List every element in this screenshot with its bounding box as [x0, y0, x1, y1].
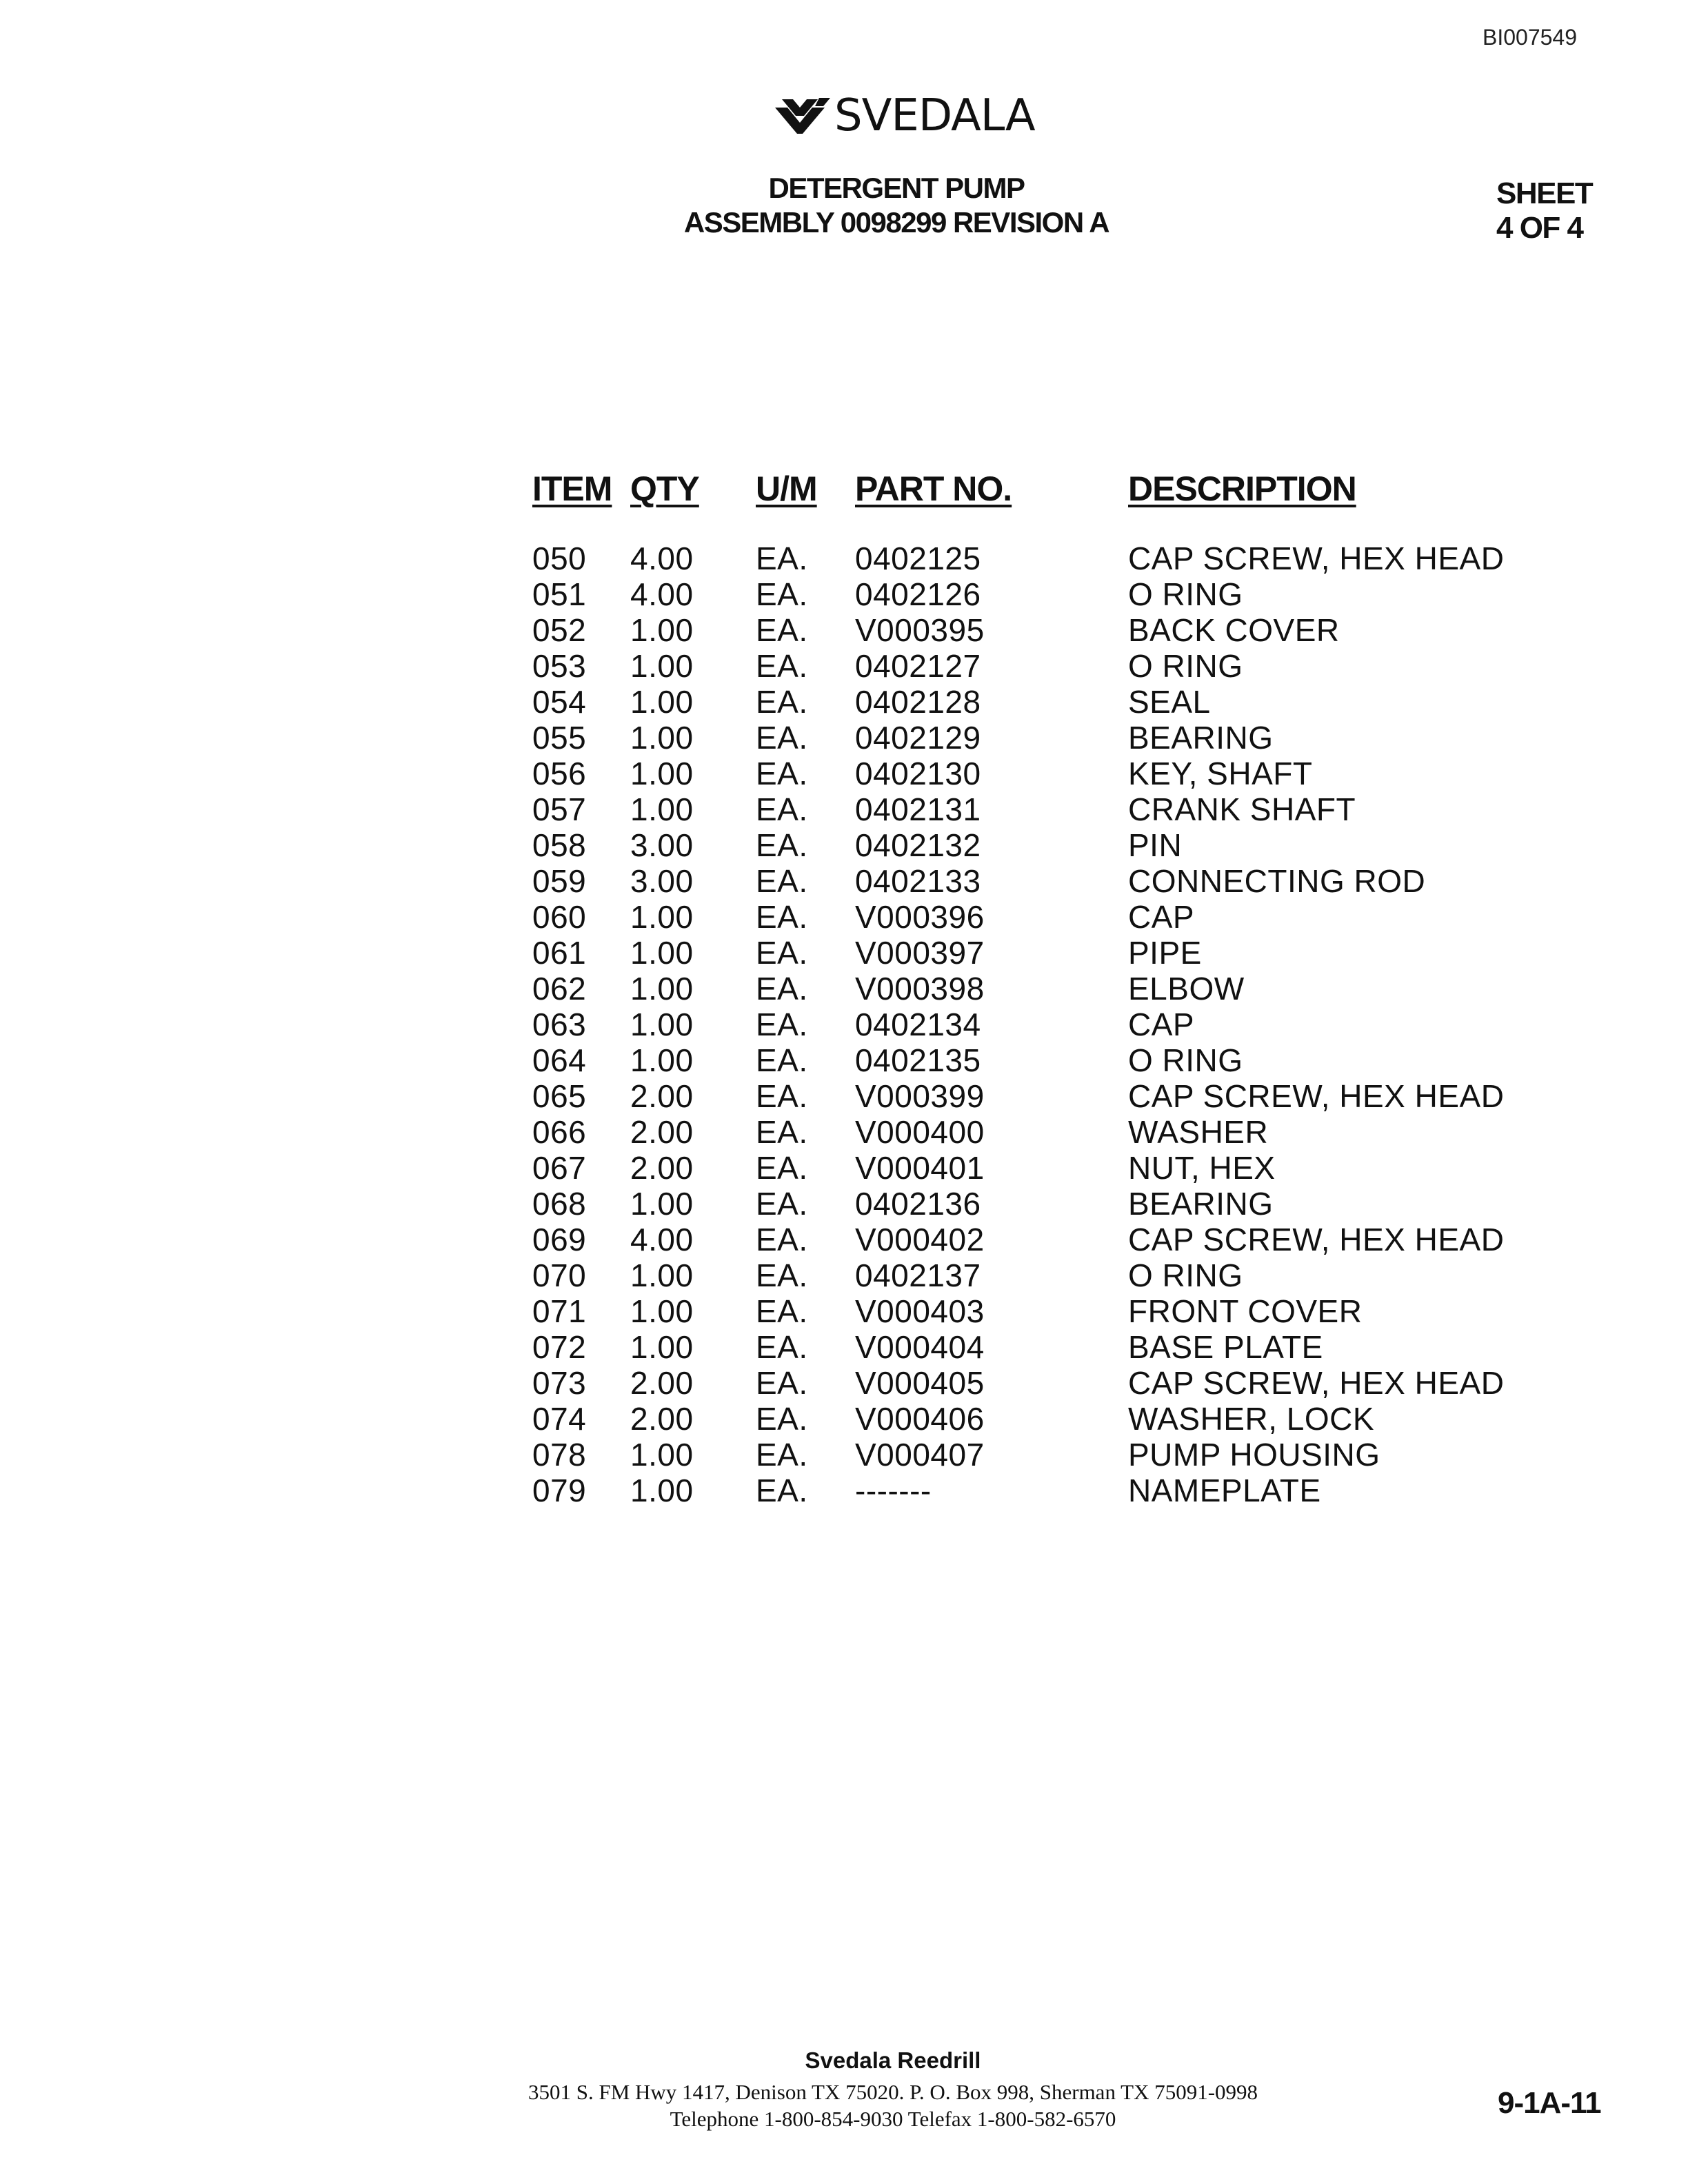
cell-part-no: 0402129	[855, 720, 981, 756]
cell-part-no: 0402125	[855, 540, 981, 576]
cell-part-no: 0402136	[855, 1186, 981, 1222]
cell-item: 054	[532, 684, 587, 720]
cell-description: O RING	[1128, 576, 1243, 612]
title-line-2: ASSEMBLY 0098299 REVISION A	[683, 206, 1109, 239]
cell-description: WASHER, LOCK	[1128, 1401, 1375, 1437]
cell-description: PIPE	[1128, 935, 1202, 971]
cell-qty: 2.00	[630, 1114, 694, 1150]
cell-item: 050	[532, 540, 587, 576]
table-row	[532, 1473, 1504, 1508]
cell-description: PIN	[1128, 827, 1183, 863]
cell-item: 065	[532, 1078, 587, 1114]
cell-item: 067	[532, 1150, 587, 1186]
table-row	[532, 612, 1504, 648]
document-title	[621, 171, 1172, 240]
cell-item: 055	[532, 720, 587, 756]
cell-qty: 1.00	[630, 1437, 694, 1473]
header-part-no: PART NO.	[855, 469, 1012, 508]
cell-qty: 2.00	[630, 1150, 694, 1186]
cell-um: EA.	[756, 612, 808, 648]
cell-um: EA.	[756, 1365, 808, 1401]
logo-wordmark: SVEDALA	[834, 90, 1035, 141]
table-row	[532, 576, 1504, 612]
cell-um: EA.	[756, 576, 808, 612]
footer-address: 3501 S. FM Hwy 1417, Denison TX 75020. P. O. Box 998, Sherman TX 75091-0998	[528, 2080, 1258, 2104]
table-row	[532, 899, 1504, 935]
cell-part-no: 0402128	[855, 684, 981, 720]
cell-part-no: V000405	[855, 1365, 985, 1401]
cell-item: 059	[532, 863, 587, 899]
cell-qty: 1.00	[630, 791, 694, 827]
table-row	[532, 1222, 1504, 1257]
cell-part-no: 0402130	[855, 756, 981, 791]
cell-um: EA.	[756, 863, 808, 899]
cell-um: EA.	[756, 1257, 808, 1293]
cell-item: 073	[532, 1365, 587, 1401]
cell-description: BEARING	[1128, 720, 1274, 756]
cell-description: CRANK SHAFT	[1128, 791, 1356, 827]
table-row	[532, 1329, 1504, 1365]
cell-part-no: V000401	[855, 1150, 985, 1186]
cell-item: 068	[532, 1186, 587, 1222]
table-row	[532, 1042, 1504, 1078]
cell-description: ELBOW	[1128, 971, 1245, 1007]
cell-um: EA.	[756, 1329, 808, 1365]
cell-qty: 1.00	[630, 720, 694, 756]
svedala-chevron-logo-icon	[772, 95, 832, 136]
cell-item: 057	[532, 791, 587, 827]
table-row	[532, 1078, 1504, 1114]
header-qty: QTY	[630, 469, 699, 508]
cell-part-no: 0402126	[855, 576, 981, 612]
cell-description: FRONT COVER	[1128, 1293, 1363, 1329]
table-row	[532, 684, 1504, 720]
cell-um: EA.	[756, 1150, 808, 1186]
cell-qty: 1.00	[630, 971, 694, 1007]
cell-um: EA.	[756, 1042, 808, 1078]
cell-item: 071	[532, 1293, 587, 1329]
header-item: ITEM	[532, 469, 612, 508]
cell-um: EA.	[756, 720, 808, 756]
table-row	[532, 1150, 1504, 1186]
cell-qty: 1.00	[630, 648, 694, 684]
cell-description: BACK COVER	[1128, 612, 1340, 648]
title-line-1: DETERGENT PUMP	[768, 172, 1025, 204]
table-row	[532, 720, 1504, 756]
cell-description: CAP	[1128, 899, 1195, 935]
cell-item: 051	[532, 576, 587, 612]
cell-part-no: V000404	[855, 1329, 985, 1365]
cell-part-no: V000406	[855, 1401, 985, 1437]
cell-description: SEAL	[1128, 684, 1211, 720]
cell-qty: 4.00	[630, 576, 694, 612]
cell-um: EA.	[756, 827, 808, 863]
cell-qty: 4.00	[630, 1222, 694, 1257]
cell-qty: 1.00	[630, 1329, 694, 1365]
cell-description: CAP	[1128, 1007, 1195, 1042]
table-row	[532, 935, 1504, 971]
cell-item: 064	[532, 1042, 587, 1078]
cell-item: 061	[532, 935, 587, 971]
cell-part-no: 0402134	[855, 1007, 981, 1042]
table-row	[532, 1293, 1504, 1329]
cell-part-no: 0402137	[855, 1257, 981, 1293]
table-body	[532, 540, 1504, 1508]
table-row	[532, 1257, 1504, 1293]
table-row	[532, 1186, 1504, 1222]
cell-item: 072	[532, 1329, 587, 1365]
cell-qty: 3.00	[630, 827, 694, 863]
cell-um: EA.	[756, 756, 808, 791]
cell-qty: 3.00	[630, 863, 694, 899]
cell-um: EA.	[756, 540, 808, 576]
table-row	[532, 1401, 1504, 1437]
cell-part-no: 0402132	[855, 827, 981, 863]
cell-qty: 4.00	[630, 540, 694, 576]
cell-part-no: V000395	[855, 612, 985, 648]
cell-item: 053	[532, 648, 587, 684]
cell-qty: 2.00	[630, 1365, 694, 1401]
sheet-indicator	[1496, 176, 1592, 245]
cell-um: EA.	[756, 684, 808, 720]
cell-um: EA.	[756, 1473, 808, 1508]
company-logo	[772, 88, 1035, 143]
cell-um: EA.	[756, 1222, 808, 1257]
table-row	[532, 971, 1504, 1007]
cell-part-no: 0402133	[855, 863, 981, 899]
cell-um: EA.	[756, 648, 808, 684]
cell-qty: 1.00	[630, 1473, 694, 1508]
table-row	[532, 1114, 1504, 1150]
cell-part-no: V000400	[855, 1114, 985, 1150]
table-row	[532, 1437, 1504, 1473]
cell-item: 060	[532, 899, 587, 935]
cell-qty: 1.00	[630, 684, 694, 720]
cell-description: NUT, HEX	[1128, 1150, 1276, 1186]
cell-qty: 1.00	[630, 1293, 694, 1329]
page-number: 9-1A-11	[1498, 2086, 1601, 2120]
cell-um: EA.	[756, 1186, 808, 1222]
cell-description: BEARING	[1128, 1186, 1274, 1222]
cell-item: 079	[532, 1473, 587, 1508]
cell-um: EA.	[756, 1437, 808, 1473]
cell-qty: 1.00	[630, 935, 694, 971]
cell-item: 074	[532, 1401, 587, 1437]
footer-phone: Telephone 1-800-854-9030 Telefax 1-800-582-6570	[670, 2107, 1116, 2131]
parts-list-table	[532, 469, 1504, 1508]
cell-qty: 2.00	[630, 1401, 694, 1437]
cell-qty: 1.00	[630, 1186, 694, 1222]
cell-part-no: 0402135	[855, 1042, 981, 1078]
cell-part-no: 0402131	[855, 791, 981, 827]
cell-um: EA.	[756, 971, 808, 1007]
cell-um: EA.	[756, 1293, 808, 1329]
table-row	[532, 1007, 1504, 1042]
table-row	[532, 827, 1504, 863]
footer-company-name: Svedala Reedrill	[805, 2048, 981, 2073]
cell-item: 052	[532, 612, 587, 648]
cell-qty: 1.00	[630, 612, 694, 648]
cell-item: 058	[532, 827, 587, 863]
table-row	[532, 648, 1504, 684]
cell-item: 069	[532, 1222, 587, 1257]
cell-item: 078	[532, 1437, 587, 1473]
cell-description: PUMP HOUSING	[1128, 1437, 1380, 1473]
cell-um: EA.	[756, 791, 808, 827]
cell-part-no: 0402127	[855, 648, 981, 684]
cell-description: O RING	[1128, 1257, 1243, 1293]
cell-description: CAP SCREW, HEX HEAD	[1128, 540, 1505, 576]
cell-qty: 2.00	[630, 1078, 694, 1114]
cell-qty: 1.00	[630, 1042, 694, 1078]
cell-um: EA.	[756, 935, 808, 971]
cell-item: 066	[532, 1114, 587, 1150]
table-row	[532, 756, 1504, 791]
document-id: BI007549	[1483, 25, 1578, 50]
table-row	[532, 540, 1504, 576]
cell-um: EA.	[756, 1114, 808, 1150]
header-description: DESCRIPTION	[1128, 469, 1356, 508]
cell-qty: 1.00	[630, 1257, 694, 1293]
cell-part-no: V000399	[855, 1078, 985, 1114]
cell-part-no: V000397	[855, 935, 985, 971]
cell-um: EA.	[756, 899, 808, 935]
cell-description: BASE PLATE	[1128, 1329, 1323, 1365]
cell-item: 063	[532, 1007, 587, 1042]
header-um: U/M	[756, 469, 817, 508]
cell-part-no: V000402	[855, 1222, 985, 1257]
cell-item: 056	[532, 756, 587, 791]
cell-um: EA.	[756, 1401, 808, 1437]
cell-item: 070	[532, 1257, 587, 1293]
cell-part-no: V000398	[855, 971, 985, 1007]
sheet-count: 4 OF 4	[1496, 211, 1583, 245]
cell-description: CAP SCREW, HEX HEAD	[1128, 1222, 1505, 1257]
cell-description: NAMEPLATE	[1128, 1473, 1321, 1508]
table-header-row	[532, 469, 1504, 540]
cell-description: CAP SCREW, HEX HEAD	[1128, 1078, 1505, 1114]
cell-qty: 1.00	[630, 1007, 694, 1042]
cell-description: CONNECTING ROD	[1128, 863, 1426, 899]
cell-description: O RING	[1128, 648, 1243, 684]
cell-description: WASHER	[1128, 1114, 1269, 1150]
cell-part-no: V000396	[855, 899, 985, 935]
cell-item: 062	[532, 971, 587, 1007]
cell-um: EA.	[756, 1007, 808, 1042]
table-row	[532, 1365, 1504, 1401]
cell-qty: 1.00	[630, 899, 694, 935]
cell-part-no: V000407	[855, 1437, 985, 1473]
cell-description: KEY, SHAFT	[1128, 756, 1313, 791]
table-row	[532, 791, 1504, 827]
cell-um: EA.	[756, 1078, 808, 1114]
cell-part-no: -------	[855, 1473, 932, 1508]
sheet-label: SHEET	[1496, 176, 1593, 210]
cell-description: CAP SCREW, HEX HEAD	[1128, 1365, 1505, 1401]
cell-description: O RING	[1128, 1042, 1243, 1078]
cell-part-no: V000403	[855, 1293, 985, 1329]
cell-qty: 1.00	[630, 756, 694, 791]
table-row	[532, 863, 1504, 899]
